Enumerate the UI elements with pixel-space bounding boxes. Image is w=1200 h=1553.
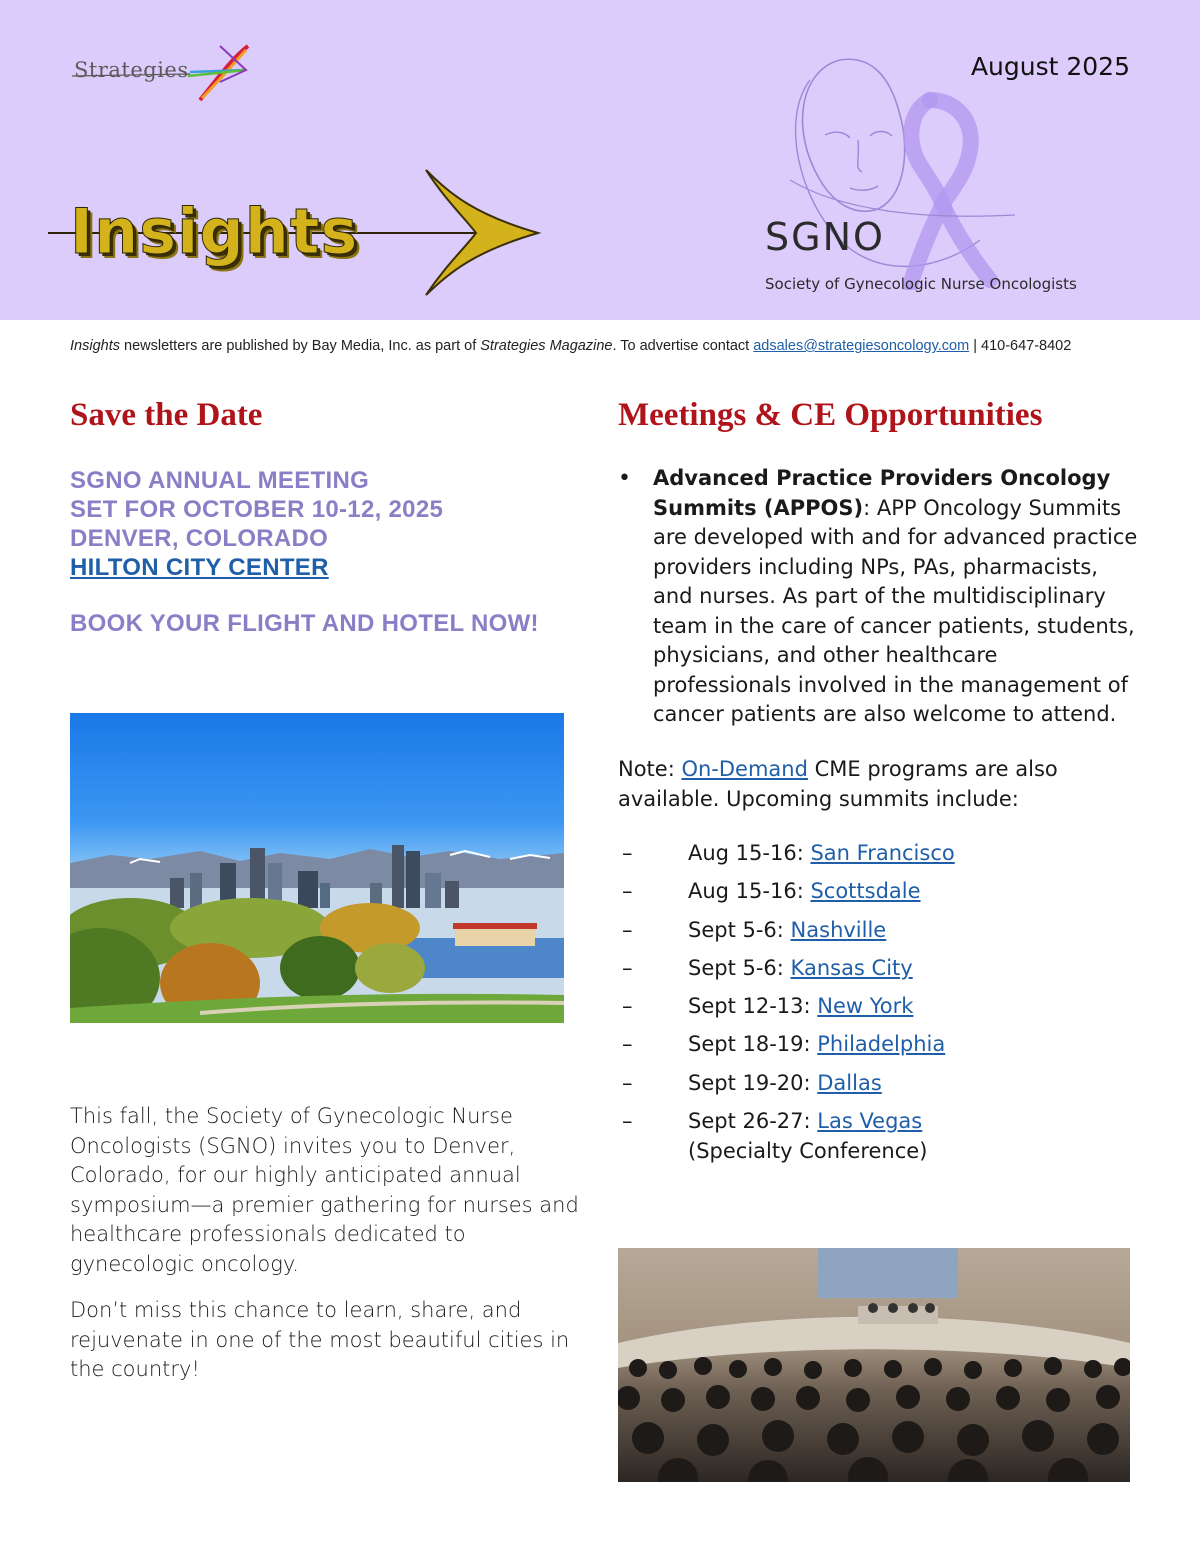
summit-dates: Sept 18-19: — [688, 1032, 818, 1057]
publisher-newsletter-name: Insights — [70, 338, 120, 354]
summit-list — [618, 839, 1138, 1163]
summit-city-link[interactable]: Scottsdale — [810, 879, 921, 904]
strategies-logo — [70, 42, 250, 110]
summit-dates: Sept 26-27: — [688, 1109, 818, 1134]
summit-dates: Sept 5-6: — [688, 917, 791, 942]
book-now-callout: BOOK YOUR FLIGHT AND HOTEL NOW! — [70, 610, 539, 637]
appos-details: : APP Oncology Summits are developed with and for advanced practice providers including NPs, PAs, pharmacists, and nurses. As part of the multidisciplinary team in the care of cancer patients, students, physicians, and other healthcare professionals involved in the management of cancer patients are also welcome to attend. — [653, 495, 1138, 726]
summit-city-link[interactable]: Nashville — [790, 917, 887, 942]
closing-paragraph: Don’t miss this chance to learn, share, and rejuvenate in one of the most beautiful cities in the country! — [70, 1298, 570, 1381]
on-demand-link[interactable]: On-Demand — [681, 757, 808, 781]
summit-city-link[interactable]: Kansas City — [790, 955, 913, 980]
conference-audience-photo — [618, 1248, 1130, 1482]
announcement-line: SGNO ANNUAL MEETING — [70, 467, 370, 494]
summit-item — [618, 839, 1138, 877]
summit-item — [618, 1107, 1138, 1163]
summit-item — [618, 877, 1138, 915]
insights-logo — [46, 165, 546, 300]
summit-city-link[interactable]: San Francisco — [810, 841, 955, 865]
dash-bullet: – — [622, 879, 633, 904]
publisher-phone: | 410-647-8402 — [969, 338, 1072, 354]
summit-item — [618, 1069, 1138, 1107]
dash-bullet: – — [622, 994, 633, 1019]
sgno-full-name: Society of Gynecologic Nurse Oncologists — [765, 275, 1077, 293]
dash-bullet: – — [622, 1070, 633, 1095]
save-the-date-heading: Save the Date — [70, 397, 263, 433]
dash-bullet: – — [622, 841, 633, 865]
announcement-line: DENVER, COLORADO — [70, 525, 329, 552]
summit-item — [618, 1030, 1138, 1068]
summit-item — [618, 916, 1138, 954]
appos-name: Advanced Practice Providers Oncology Summits (APPOS) — [653, 466, 1111, 520]
insights-wordmark: Insights — [70, 195, 359, 268]
summit-city-link[interactable]: New York — [817, 994, 914, 1019]
sgno-acronym: SGNO — [765, 215, 885, 259]
publisher-text: . To advertise contact — [612, 338, 754, 354]
publisher-line — [70, 338, 1130, 354]
summit-city-link[interactable]: Dallas — [817, 1070, 882, 1095]
masthead — [0, 0, 1200, 320]
summit-dates: Sept 19-20: — [688, 1070, 818, 1095]
advertise-email-link[interactable]: adsales@strategiesoncology.com — [753, 338, 970, 354]
summit-item — [618, 954, 1138, 992]
hilton-city-center-link[interactable]: HILTON CITY CENTER — [70, 554, 329, 581]
publisher-text: newsletters are published by Bay Media, Inc. as part of — [119, 338, 481, 354]
summit-city-link[interactable]: Philadelphia — [817, 1032, 946, 1057]
intro-paragraph: This fall, the Society of Gynecologic Nurse Oncologists (SGNO) invites you to Denver, Colorado, for our highly anticipated annual symposium—a premier gathering for nurses and healthcare professionals dedicated to gynecologic oncology. — [70, 1104, 579, 1276]
on-demand-note — [618, 755, 1138, 814]
note-text: CME programs are also available. Upcoming summits include: — [618, 757, 1058, 811]
summit-dates: Sept 12-13: — [688, 994, 818, 1019]
dash-bullet: – — [622, 955, 633, 980]
dash-bullet: – — [622, 1109, 633, 1134]
publisher-magazine-name: Strategies Magazine — [480, 338, 613, 354]
conference-audience-illustration — [618, 1248, 1130, 1482]
summit-item — [618, 992, 1138, 1030]
strategies-wordmark: Strategies — [74, 58, 189, 82]
summit-dates: Sept 5-6: — [688, 955, 791, 980]
appos-description — [653, 464, 1138, 730]
summit-dates: Aug 15-16: — [688, 879, 811, 904]
denver-skyline-illustration — [70, 713, 564, 1023]
note-prefix: Note: — [618, 757, 682, 781]
denver-skyline-photo — [70, 713, 564, 1023]
meetings-ce-heading: Meetings & CE Opportunities — [618, 397, 1043, 433]
dash-bullet: – — [622, 917, 633, 942]
meeting-announcement — [70, 466, 590, 582]
summit-city-link[interactable]: Las Vegas — [817, 1109, 923, 1134]
issue-date: August 2025 — [970, 52, 1130, 81]
dash-bullet: – — [622, 1032, 633, 1057]
summit-dates: Aug 15-16: — [688, 841, 811, 865]
summit-note: (Specialty Conference) — [688, 1138, 928, 1163]
bullet-icon: • — [618, 466, 631, 491]
announcement-line: SET FOR OCTOBER 10-12, 2025 — [70, 496, 444, 523]
